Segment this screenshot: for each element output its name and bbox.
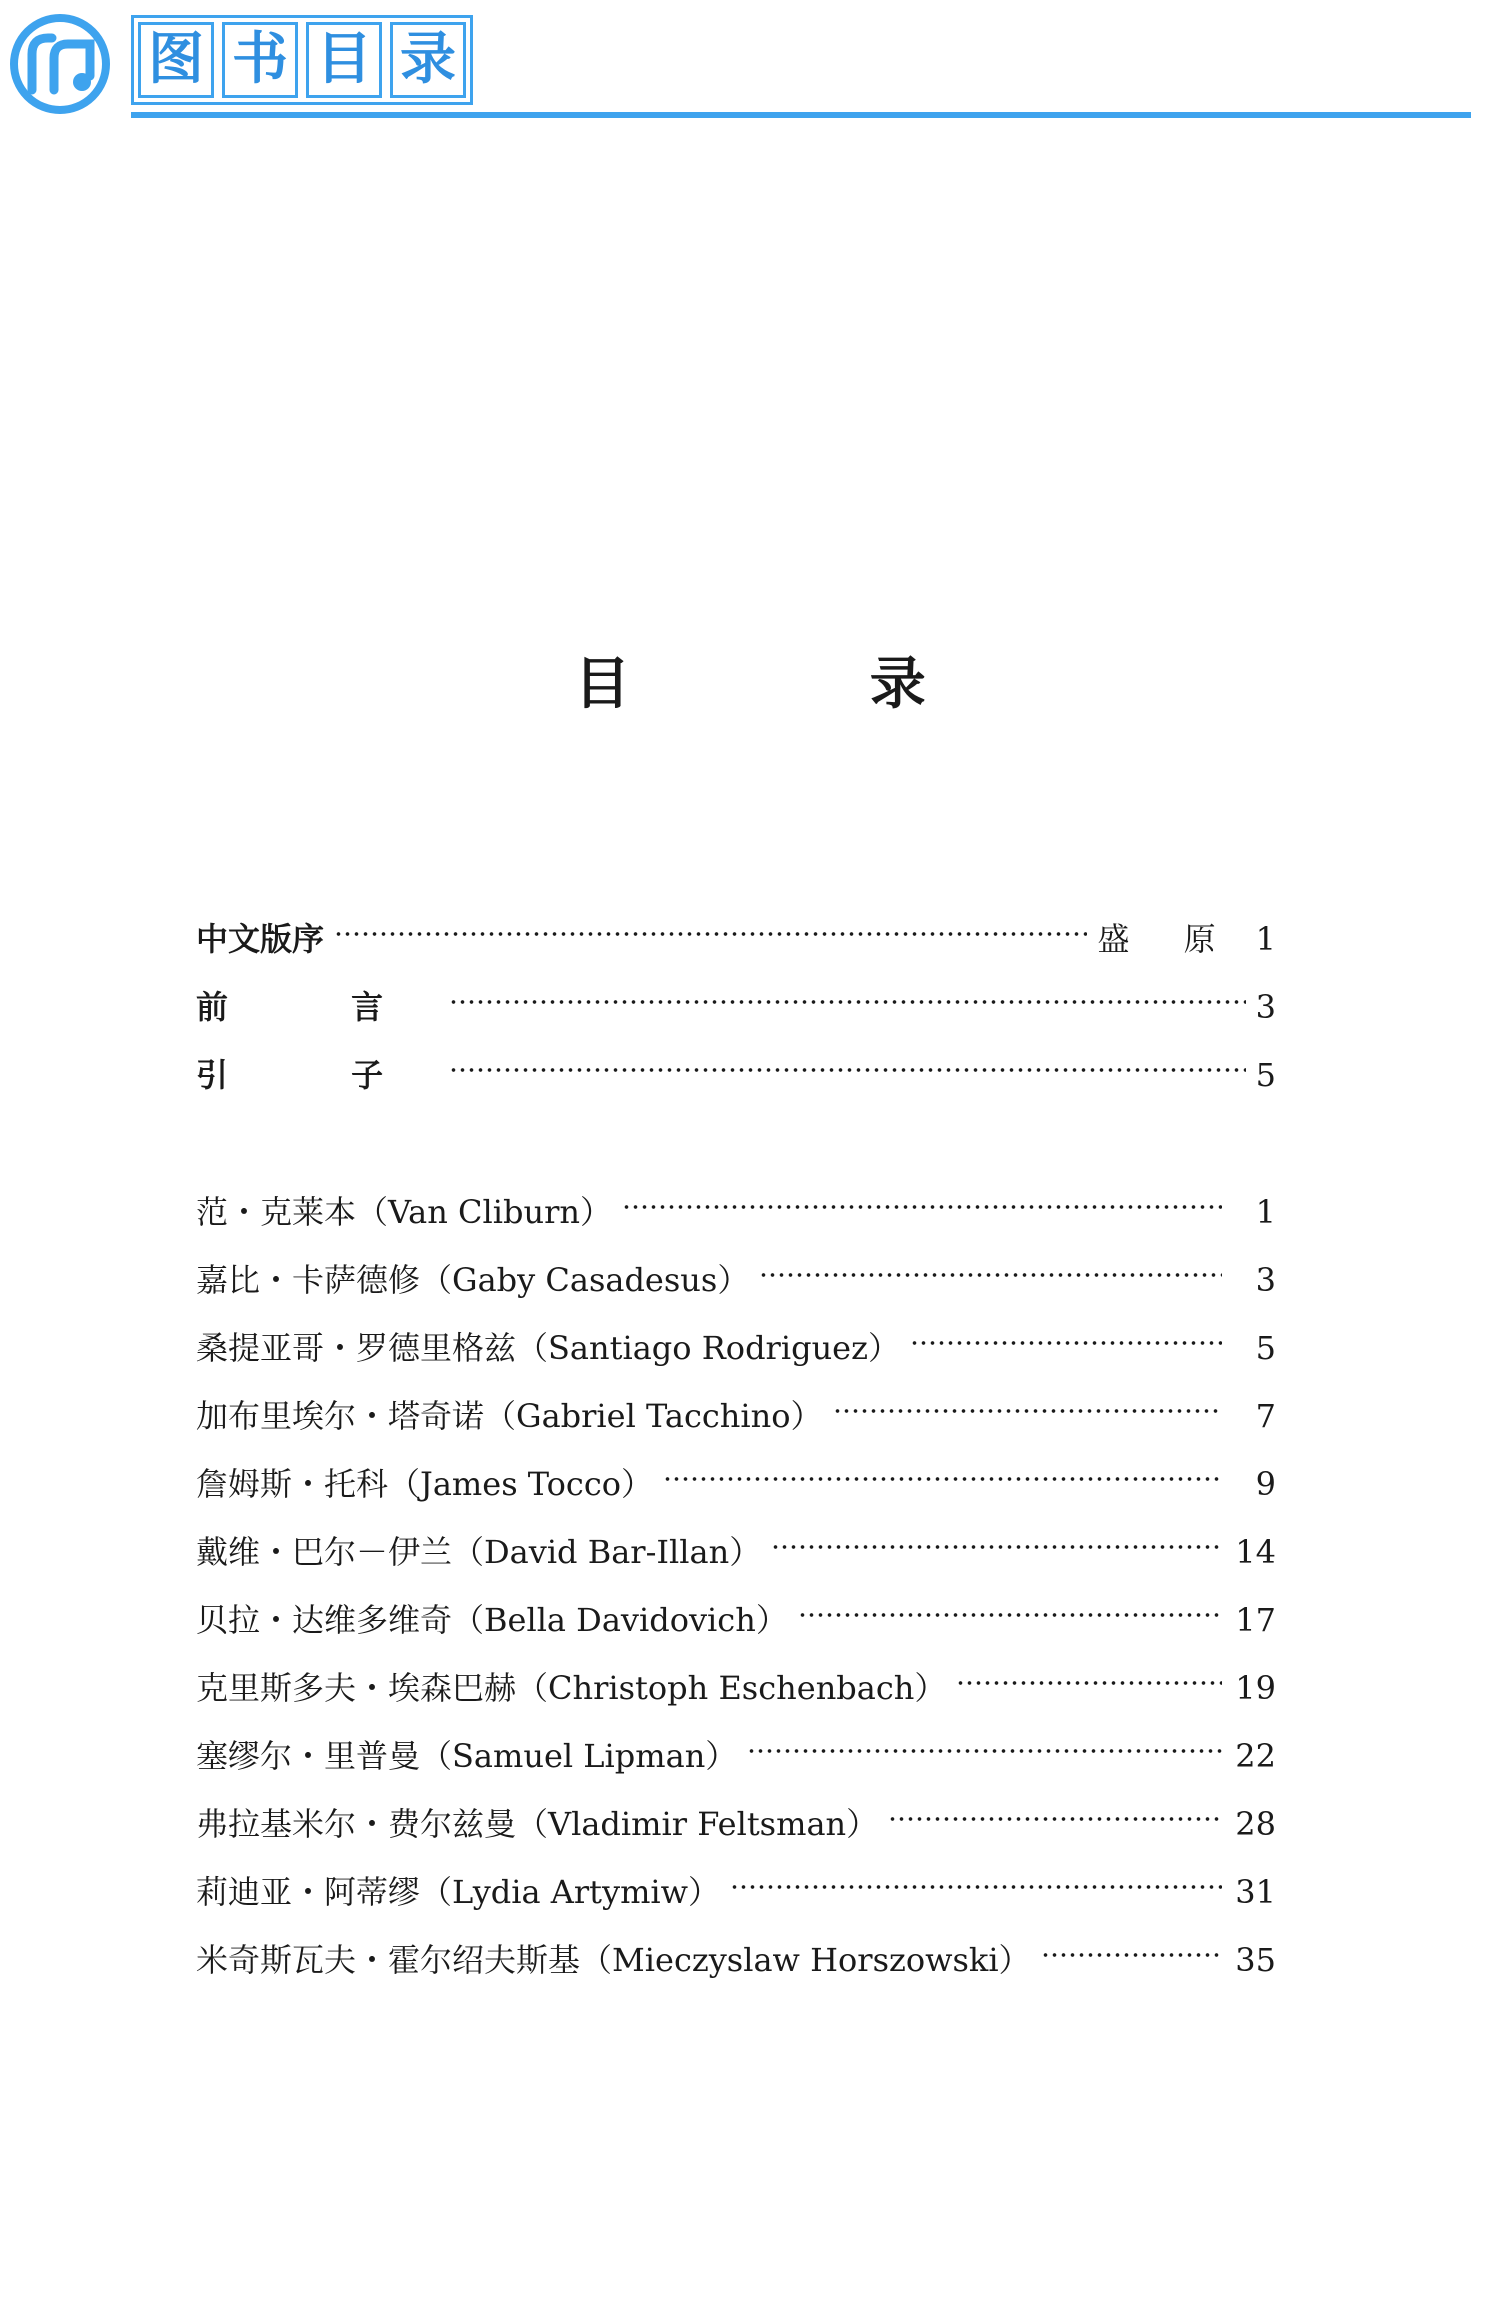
toc-row[interactable] bbox=[196, 1581, 1276, 1639]
dot-leader bbox=[747, 1717, 1222, 1767]
dot-leader bbox=[833, 1377, 1222, 1427]
dot-leader bbox=[1041, 1921, 1222, 1971]
toc-label: 詹姆斯・托科（James Tocco） bbox=[196, 1465, 654, 1503]
dot-leader bbox=[888, 1785, 1222, 1835]
banner-char: 图 bbox=[138, 22, 214, 98]
toc-label: 米奇斯瓦夫・霍尔绍夫斯基（Mieczyslaw Horszowski） bbox=[196, 1941, 1031, 1979]
toc-page: 35 bbox=[1235, 1941, 1276, 1979]
banner-char: 目 bbox=[306, 22, 382, 98]
toc-row-intro[interactable] bbox=[196, 1036, 1276, 1094]
toc-page: 3 bbox=[1255, 988, 1276, 1026]
toc-row[interactable] bbox=[196, 1853, 1276, 1911]
toc-row[interactable] bbox=[196, 1241, 1276, 1299]
toc-label: 嘉比・卡萨德修（Gaby Casadesus） bbox=[196, 1261, 750, 1299]
toc-row[interactable] bbox=[196, 1309, 1276, 1367]
toc-label: 克里斯多夫・埃森巴赫（Christoph Eschenbach） bbox=[196, 1669, 947, 1707]
toc-page: 22 bbox=[1235, 1737, 1276, 1775]
banner-char: 录 bbox=[390, 22, 466, 98]
banner-title bbox=[131, 15, 473, 105]
dot-leader bbox=[663, 1445, 1222, 1495]
toc-page: 1 bbox=[1255, 920, 1276, 958]
toc-label: 戴维・巴尔－伊兰（David Bar-Illan） bbox=[196, 1533, 762, 1571]
toc-label: 中文版序 bbox=[196, 920, 325, 958]
toc-label: 莉迪亚・阿蒂缪（Lydia Artymiw） bbox=[196, 1873, 721, 1911]
toc-page: 7 bbox=[1255, 1397, 1276, 1435]
toc-page: 31 bbox=[1235, 1873, 1276, 1911]
toc-label: 贝拉・达维多维奇（Bella Davidovich） bbox=[196, 1601, 788, 1639]
toc-row[interactable] bbox=[196, 1513, 1276, 1571]
toc-row[interactable] bbox=[196, 1717, 1276, 1775]
toc-row[interactable] bbox=[196, 1445, 1276, 1503]
dot-leader bbox=[449, 1036, 1245, 1086]
dot-leader bbox=[956, 1649, 1222, 1699]
toc-author: 盛 原 bbox=[1097, 920, 1238, 958]
toc-label: 范・克莱本（Van Cliburn） bbox=[196, 1193, 612, 1231]
toc-row[interactable] bbox=[196, 1377, 1276, 1435]
dot-leader bbox=[449, 968, 1245, 1018]
toc-page: 5 bbox=[1255, 1329, 1276, 1367]
toc-row[interactable] bbox=[196, 1649, 1276, 1707]
dot-leader bbox=[798, 1581, 1222, 1631]
dot-leader bbox=[771, 1513, 1222, 1563]
toc-label: 塞缪尔・里普曼（Samuel Lipman） bbox=[196, 1737, 738, 1775]
dot-leader bbox=[622, 1173, 1222, 1223]
toc-row[interactable] bbox=[196, 1921, 1276, 1979]
banner-char: 书 bbox=[222, 22, 298, 98]
toc-row-preface-cn[interactable] bbox=[196, 900, 1276, 958]
banner-rule bbox=[131, 112, 1471, 118]
dot-leader bbox=[730, 1853, 1222, 1903]
dot-leader bbox=[334, 900, 1087, 950]
toc-page: 5 bbox=[1255, 1056, 1276, 1094]
toc-page: 14 bbox=[1235, 1533, 1276, 1571]
toc-row[interactable] bbox=[196, 1173, 1276, 1231]
toc-row[interactable] bbox=[196, 1785, 1276, 1843]
toc-page: 19 bbox=[1235, 1669, 1276, 1707]
dot-leader bbox=[759, 1241, 1222, 1291]
toc-label: 弗拉基米尔・费尔兹曼（Vladimir Feltsman） bbox=[196, 1805, 879, 1843]
toc-row-foreword[interactable] bbox=[196, 968, 1276, 1026]
toc-page: 9 bbox=[1255, 1465, 1276, 1503]
toc-page: 28 bbox=[1235, 1805, 1276, 1843]
toc-label: 引 子 bbox=[196, 1056, 440, 1094]
toc-label: 桑提亚哥・罗德里格兹（Santiago Rodriguez） bbox=[196, 1329, 900, 1367]
toc-label: 加布里埃尔・塔奇诺（Gabriel Tacchino） bbox=[196, 1397, 823, 1435]
music-note-logo-icon bbox=[10, 14, 110, 114]
toc-page: 1 bbox=[1255, 1193, 1276, 1231]
toc-page: 17 bbox=[1235, 1601, 1276, 1639]
toc-page: 3 bbox=[1255, 1261, 1276, 1299]
toc-label: 前 言 bbox=[196, 988, 440, 1026]
page-title: 目 录 bbox=[574, 651, 1036, 717]
dot-leader bbox=[910, 1309, 1222, 1359]
